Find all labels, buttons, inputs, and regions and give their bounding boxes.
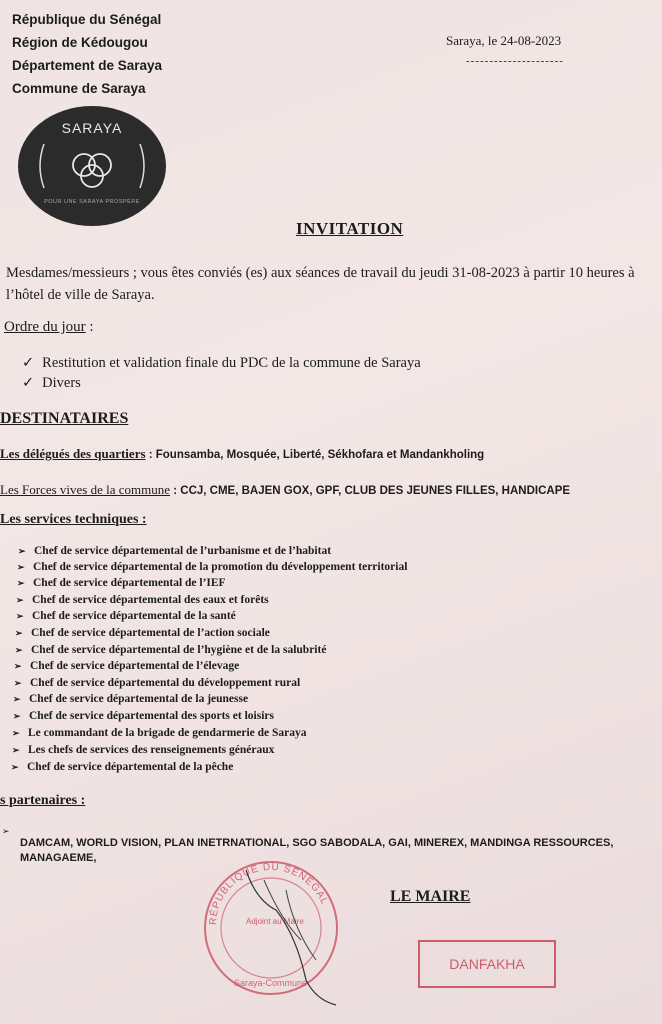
partenaires-heading: s partenaires : bbox=[0, 793, 86, 808]
arrow-bullet-icon: ➢ bbox=[15, 628, 23, 638]
maire-label: LE MAIRE bbox=[390, 888, 471, 905]
destinataires-heading: DESTINATAIRES bbox=[0, 410, 129, 427]
service-item bbox=[15, 644, 326, 656]
delegues-label: Les délégués des quartiers bbox=[0, 446, 146, 461]
service-item bbox=[11, 761, 233, 773]
header-republique: République du Sénégal bbox=[12, 12, 162, 27]
svg-text:Saraya-Commune: Saraya-Commune bbox=[234, 978, 308, 988]
svg-text:RÉPUBLIQUE DU SÉNÉGAL: RÉPUBLIQUE DU SÉNÉGAL bbox=[207, 861, 330, 926]
service-item bbox=[18, 545, 331, 557]
service-text: Chef de service départemental des eaux et forêts bbox=[32, 594, 269, 606]
check-icon: ✓ bbox=[22, 355, 35, 371]
service-text: Chef de service départemental de l’urbanisme et de l’habitat bbox=[34, 545, 332, 557]
service-item bbox=[15, 627, 270, 639]
logo-rings-icon bbox=[18, 106, 166, 226]
document-title: INVITATION bbox=[296, 219, 404, 238]
service-item bbox=[16, 594, 269, 606]
official-seal-stamp bbox=[186, 840, 346, 1010]
logo-title: SARAYA bbox=[61, 120, 123, 136]
services-label: Les services techniques : bbox=[0, 512, 147, 527]
service-text: Chef de service départemental de la promotion du développement territorial bbox=[33, 561, 408, 573]
arrow-bullet-icon: ➢ bbox=[11, 762, 19, 772]
ordre-du-jour-heading bbox=[4, 319, 94, 336]
check-icon: ✓ bbox=[22, 375, 35, 391]
logo-subtitle: POUR UNE SARAYA PROSPÈRE bbox=[44, 199, 140, 205]
service-text: Chef de service départemental de l’hygiène et de la salubrité bbox=[31, 644, 327, 656]
partenaires-text: DAMCAM, WORLD VISION, PLAN INETRNATIONAL, SGO SABODALA, GAI, MINEREX, MANDINGA RESSOURCES, MANAGAEME, bbox=[20, 837, 614, 864]
intro-paragraph: Mesdames/messieurs ; vous êtes conviés (es) aux séances de travail du jeudi 31-08-2023 à partir 10 heures à l’hôtel de ville de Saraya. bbox=[6, 265, 635, 303]
document-date: Saraya, le 24-08-2023 bbox=[446, 33, 562, 48]
arrow-bullet-icon: ➢ bbox=[13, 711, 21, 721]
arrow-bullet-icon: ➢ bbox=[13, 694, 21, 704]
arrow-bullet-icon: ➢ bbox=[2, 826, 10, 836]
arrow-bullet-icon: ➢ bbox=[12, 728, 20, 738]
forces-text: : CCJ, CME, BAJEN GOX, GPF, CLUB DES JEUNES FILLES, HANDICAPE bbox=[170, 485, 571, 497]
header-departement: Département de Saraya bbox=[12, 58, 163, 73]
services-heading bbox=[0, 512, 147, 528]
delegues-line bbox=[0, 446, 484, 462]
ordre-label: Ordre du jour bbox=[4, 319, 86, 335]
date-rule: --------------------- bbox=[466, 55, 564, 67]
seal-center-text: Adjoint au Maire bbox=[246, 917, 304, 926]
service-item bbox=[13, 710, 274, 722]
service-item bbox=[14, 677, 300, 689]
ordre-suffix: : bbox=[85, 319, 94, 335]
saraya-logo bbox=[18, 106, 166, 226]
arrow-bullet-icon: ➢ bbox=[14, 678, 22, 688]
arrow-bullet-icon: ➢ bbox=[12, 745, 20, 755]
service-text: Chef de service départemental de l’IEF bbox=[33, 577, 226, 589]
agenda-item-text: Divers bbox=[42, 375, 81, 391]
service-item bbox=[16, 610, 236, 622]
arrow-bullet-icon: ➢ bbox=[18, 546, 26, 556]
arrow-bullet-icon: ➢ bbox=[17, 578, 25, 588]
header-region: Région de Kédougou bbox=[12, 35, 148, 50]
service-text: Les chefs de services des renseignements généraux bbox=[28, 744, 275, 756]
name-stamp bbox=[418, 940, 556, 988]
arrow-bullet-icon: ➢ bbox=[14, 661, 22, 671]
service-item bbox=[14, 660, 239, 672]
service-item bbox=[12, 744, 274, 756]
service-text: Chef de service départemental de l’élevage bbox=[30, 660, 240, 672]
agenda-item bbox=[22, 355, 421, 372]
arrow-bullet-icon: ➢ bbox=[16, 611, 24, 621]
service-text: Chef de service départemental des sports et loisirs bbox=[29, 710, 274, 722]
agenda-item-text: Restitution et validation finale du PDC de la commune de Saraya bbox=[42, 355, 421, 371]
service-text: Chef de service départemental de l’action sociale bbox=[31, 627, 270, 639]
service-text: Chef de service départemental de la santé bbox=[32, 610, 236, 622]
service-text: Chef de service départemental de la jeunesse bbox=[29, 693, 249, 705]
forces-label: Les Forces vives de la commune bbox=[0, 482, 171, 497]
arrow-bullet-icon: ➢ bbox=[17, 562, 25, 572]
service-item bbox=[17, 577, 226, 589]
service-text: Chef de service départemental du développement rural bbox=[30, 677, 301, 689]
service-item bbox=[17, 561, 407, 573]
service-text: Chef de service départemental de la pêche bbox=[27, 761, 234, 773]
header-commune: Commune de Saraya bbox=[12, 81, 146, 96]
arrow-bullet-icon: ➢ bbox=[16, 595, 24, 605]
name-stamp-text: DANFAKHA bbox=[449, 956, 525, 972]
service-item bbox=[13, 693, 248, 705]
forces-vives-line bbox=[0, 482, 570, 498]
service-text: Le commandant de la brigade de gendarmerie de Saraya bbox=[28, 727, 307, 739]
arrow-bullet-icon: ➢ bbox=[15, 645, 23, 655]
service-item bbox=[12, 727, 307, 739]
agenda-item bbox=[22, 375, 81, 392]
delegues-text: : Founsamba, Mosquée, Liberté, Sékhofara et Mandankholing bbox=[145, 449, 485, 461]
